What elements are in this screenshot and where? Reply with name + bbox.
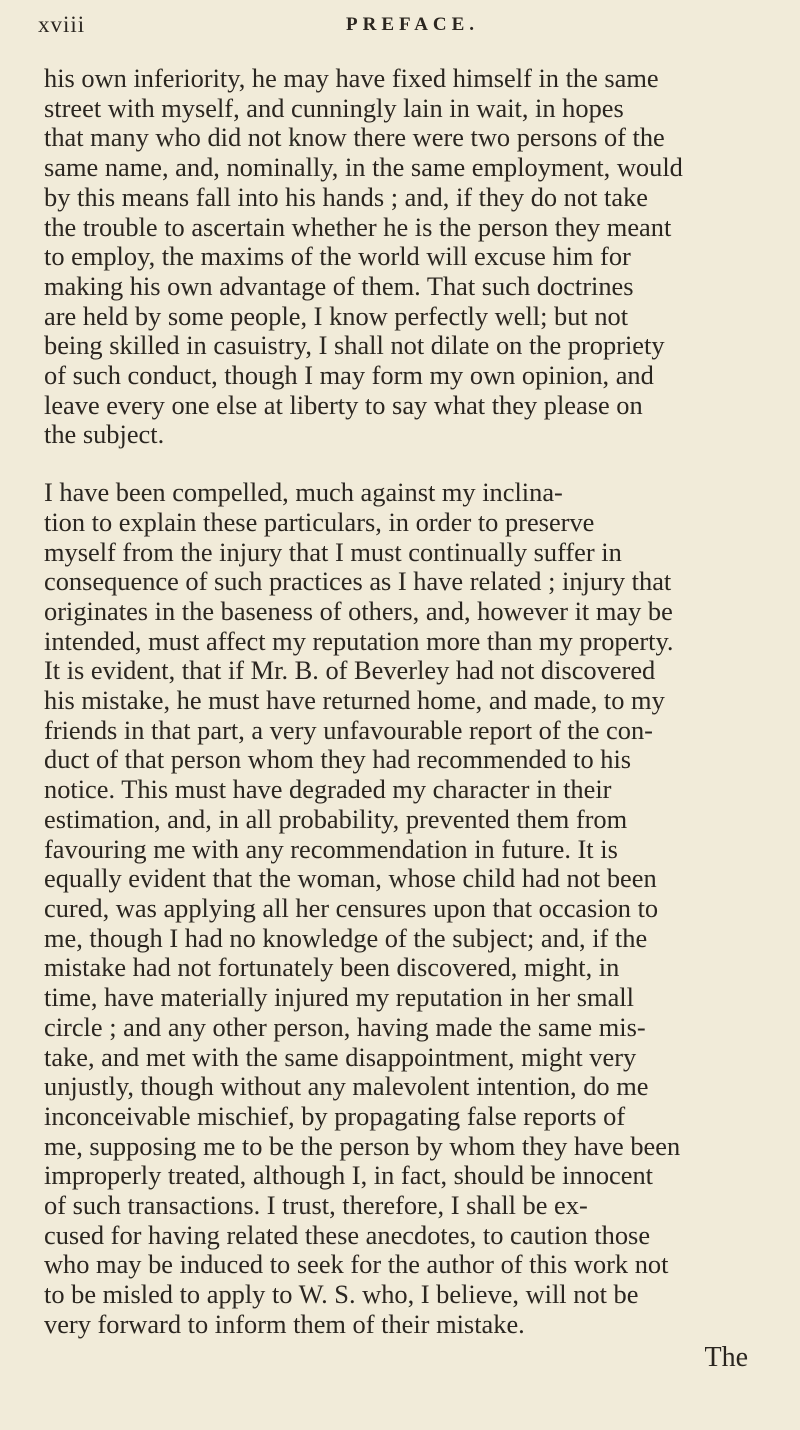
page-number: xviii [38,12,86,37]
text-line: by this means fall into his hands ; and, if they do not take [44,181,648,212]
text-line: favouring me with any recommendation in future. It is [44,833,618,864]
text-line: me, though I had no knowledge of the subject; and, if the [44,922,648,953]
text-line: I have been compelled, much against my inclina- [44,477,563,508]
text-line: take, and met with the same disappointment, might very [44,1041,637,1072]
text-line: myself from the injury that I must continually suffer in [44,536,622,567]
text-line: the trouble to ascertain whether he is the person they meant [44,211,672,242]
text-line: street with myself, and cunningly lain in wait, in hopes [44,92,624,123]
running-head: PREFACE. [346,14,480,35]
text-line: tion to explain these particulars, in order to preserve [44,506,595,537]
text-line: very forward to inform them of their mistake. [44,1308,525,1339]
text-line: friends in that part, a very unfavourable report of the con- [44,714,653,745]
text-line: cused for having related these anecdotes, to caution those [44,1219,651,1250]
text-line: to employ, the maxims of the world will excuse him for [44,241,631,272]
text-line: estimation, and, in all probability, prevented them from [44,803,628,834]
paragraph [44,478,744,1339]
text-line: unjustly, though without any malevolent intention, do me [44,1071,649,1102]
text-line: duct of that person whom they had recommended to his [44,744,632,775]
text-line: who may be induced to seek for the author of this work not [44,1249,669,1280]
text-line: are held by some people, I know perfectly well; but not [44,300,629,331]
text-line: same name, and, nominally, in the same employment, would [44,152,683,183]
text-line: time, have materially injured my reputation in her small [44,982,634,1013]
text-line: being skilled in casuistry, I shall not dilate on the propriety [44,330,665,361]
text-line: consequence of such practices as I have related ; injury that [44,566,672,597]
text-line: notice. This must have degraded my character in their [44,774,612,805]
page-header [38,12,762,42]
text-line: the subject. [44,419,165,450]
text-line: that many who did not know there were two persons of the [44,122,665,153]
text-line: intended, must affect my reputation more than my property. [44,625,674,656]
paragraph [44,64,744,450]
text-line: improperly treated, although I, in fact, should be innocent [44,1160,654,1191]
text-line: me, supposing me to be the person by whom they have been [44,1130,681,1161]
catchword: The [704,1342,748,1373]
text-line: originates in the baseness of others, and, however it may be [44,595,673,626]
paragraph-gap [44,450,744,478]
text-line: his mistake, he must have returned home, and made, to my [44,685,665,716]
text-line: mistake had not fortunately been discovered, might, in [44,952,620,983]
text-line: his own inferiority, he may have fixed himself in the same [44,63,659,93]
text-line: to be misled to apply to W. S. who, I believe, will not be [44,1279,639,1310]
text-line: leave every one else at liberty to say what they please on [44,389,643,420]
text-line: cured, was applying all her censures upon that occasion to [44,892,659,923]
text-line: making his own advantage of them. That such doctrines [44,270,634,301]
text-line: of such transactions. I trust, therefore, I shall be ex- [44,1190,588,1221]
text-line: circle ; and any other person, having made the same mis- [44,1011,646,1042]
body-text [44,64,744,1340]
text-line: inconceivable mischief, by propagating false reports of [44,1100,626,1131]
text-line: of such conduct, though I may form my own opinion, and [44,360,654,391]
text-line: equally evident that the woman, whose child had not been [44,863,657,894]
text-line: It is evident, that if Mr. B. of Beverley had not discovered [44,655,656,686]
